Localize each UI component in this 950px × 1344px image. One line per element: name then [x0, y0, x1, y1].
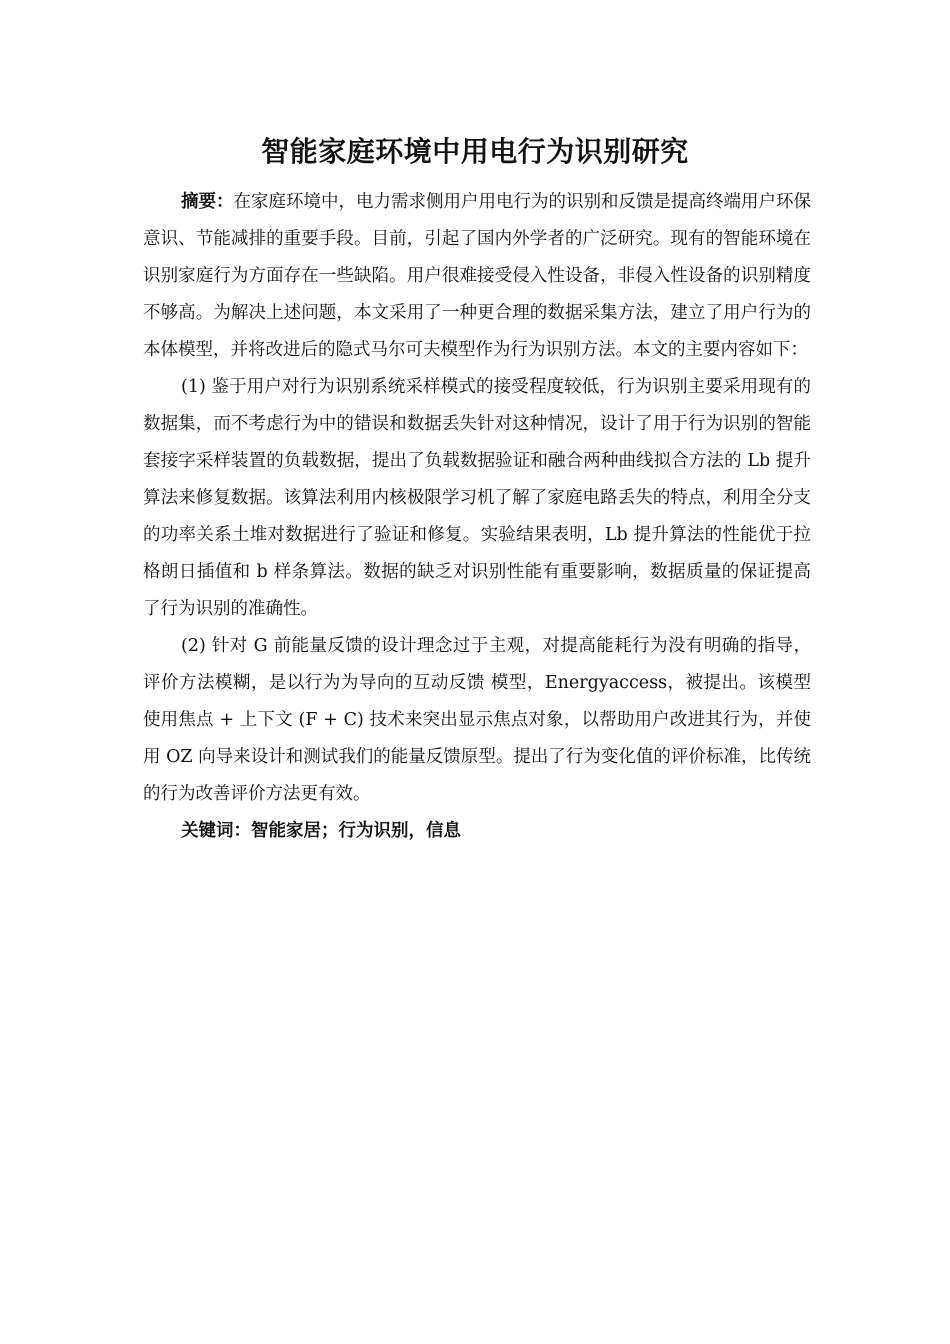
content-paragraph-2: (2) 针对 G 前能量反馈的设计理念过于主观，对提高能耗行为没有明确的指导，评价方法模糊，是以行为为导向的互动反馈 模型，Energyaccess，被提出。该模型使用焦点 + 上下文 (F + C) 技术来突出显示焦点对象，以帮助用户改进其行为，并使用 OZ 向导来设计和测试我们的能量反馈原型。提出了行为变化值的评价标准，比传统的行为改善评价方法更有效。: [143, 636, 811, 804]
keywords-line: 关键词：智能家居；行为识别，信息: [181, 821, 461, 841]
abstract-section: [143, 184, 811, 850]
document-title: 智能家庭环境中用电行为识别研究: [261, 135, 689, 168]
abstract-label: 摘要：: [181, 192, 234, 212]
content-paragraph-1: (1) 鉴于用户对行为识别系统采样模式的接受程度较低，行为识别主要采用现有的数据集，而不考虑行为中的错误和数据丢失针对这种情况，设计了用于行为识别的智能套接字采样装置的负载数据，提出了负载数据验证和融合两种曲线拟合方法的 Lb 提升算法来修复数据。该算法利用内核极限学习机了解了家庭电路丢失的特点，利用全分支的功率关系土堆对数据进行了验证和修复。实验结果表明，Lb 提升算法的性能优于拉格朗日插值和 b 样条算法。数据的缺乏对识别性能有重要影响，数据质量的保证提高了行为识别的准确性。: [143, 377, 811, 619]
abstract-paragraph: [143, 184, 811, 369]
abstract-intro-text: 在家庭环境中，电力需求侧用户用电行为的识别和反馈是提高终端用户环保意识、节能减排的重要手段。目前，引起了国内外学者的广泛研究。现有的智能环境在识别家庭行为方面存在一些缺陷。用户很难接受侵入性设备，非侵入性设备的识别精度不够高。为解决上述问题，本文采用了一种更合理的数据采集方法，建立了用户行为的本体模型，并将改进后的隐式马尔可夫模型作为行为识别方法。本文的主要内容如下：: [143, 192, 811, 360]
